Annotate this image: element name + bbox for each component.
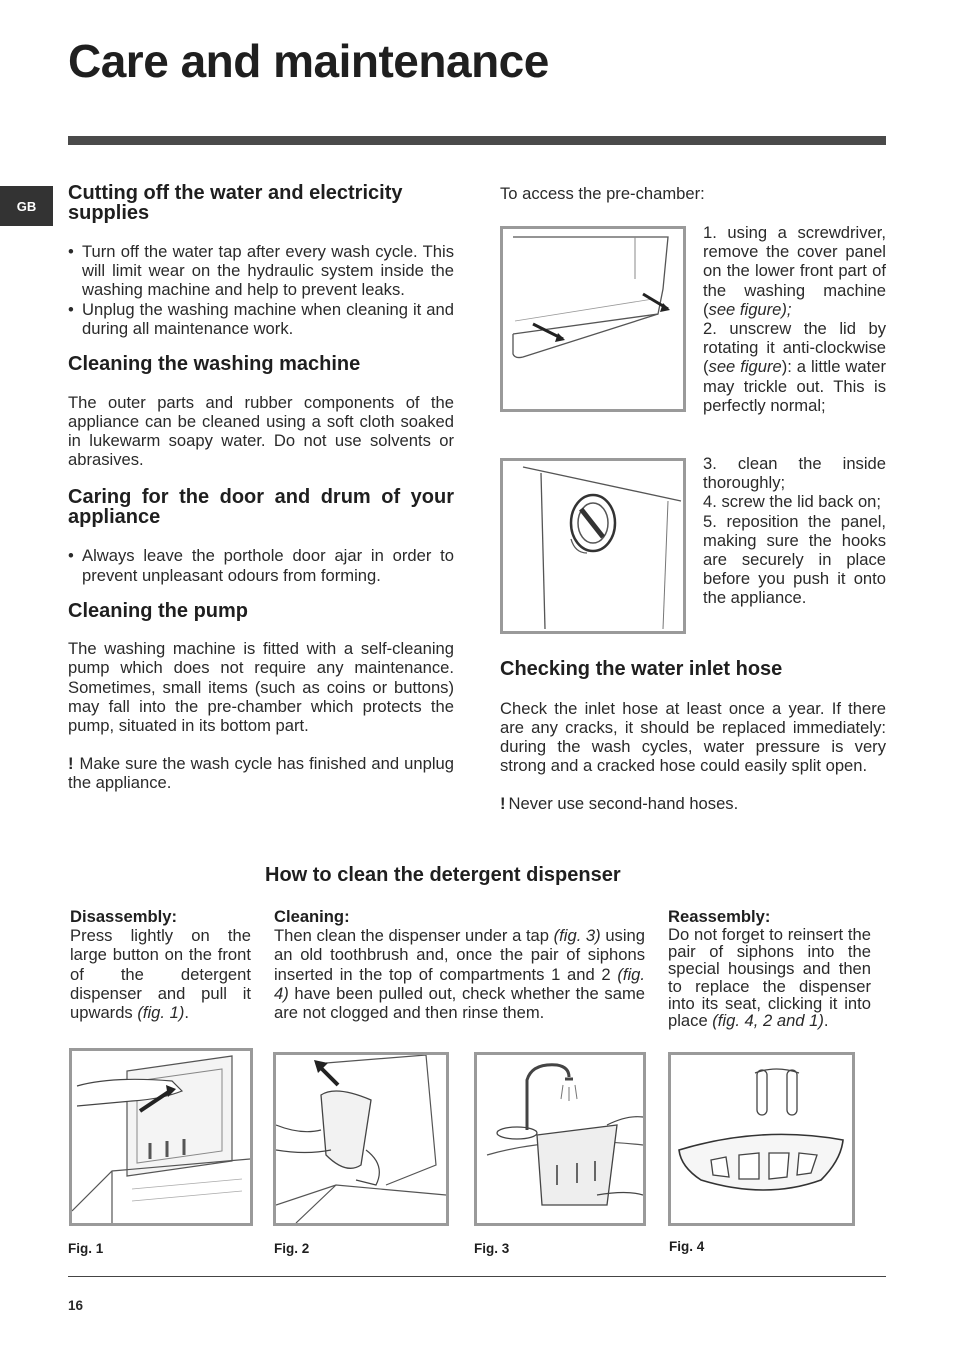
bullet-item: • Always leave the porthole door ajar in order to prevent unpleasant odours from forming.	[68, 546, 454, 584]
fig-2-caption: Fig. 2	[274, 1241, 310, 1256]
disassembly-label: Disassembly:	[70, 907, 177, 926]
figure-2	[273, 1052, 449, 1226]
cleaning-label: Cleaning:	[274, 907, 350, 926]
section-heading-hose: Checking the water inlet hose	[500, 658, 783, 680]
figure-lid-unscrew	[500, 458, 686, 634]
figure-panel-removal	[500, 226, 686, 412]
figure-1	[69, 1048, 253, 1226]
fig-1-caption: Fig. 1	[68, 1241, 104, 1256]
footer-rule	[68, 1276, 886, 1277]
panel-removal-illustration	[503, 229, 683, 409]
paragraph: The washing machine is fitted with a self-cleaning pump which does not require any maintenance. Sometimes, small items (such as coins or buttons) may fall into the pre-chamber which protects the pump, situated in its bottom part.	[68, 639, 454, 736]
figure-4	[668, 1052, 855, 1226]
bullet-item: • Unplug the washing machine when cleaning it and during all maintenance work.	[68, 300, 454, 338]
fig-4-caption: Fig. 4	[669, 1239, 705, 1254]
section-heading-cleaning-machine: Cleaning the washing machine	[68, 353, 361, 376]
fig-3-caption: Fig. 3	[474, 1241, 510, 1256]
page-number: 16	[68, 1298, 84, 1313]
paragraph: Check the inlet hose at least once a year. If there are any cracks, it should be replaced immediately: during the wash cycles, water pressure is very strong and a cracked hose could easily split open.	[500, 698, 886, 776]
fig4-illustration	[671, 1055, 852, 1223]
fig3-illustration	[477, 1055, 643, 1223]
warning-mark: !	[68, 754, 74, 774]
step-5: 5. reposition the panel, making sure the hooks are securely in place before you push it onto the appliance.	[703, 511, 886, 608]
title-rule	[68, 136, 886, 145]
dispenser-heading: How to clean the detergent dispenser	[265, 864, 621, 886]
step-3: 3. clean the inside thoroughly;	[703, 454, 886, 493]
step-4: 4. screw the lid back on;	[703, 492, 882, 512]
disassembly-text: Disassembly: Press lightly on the large button on the front of the detergent dispenser and pull it upwards (fig. 1).	[70, 907, 251, 1023]
warning-mark: !	[500, 794, 506, 814]
steps-1-2: 1. using a screwdriver, remove the cover panel on the lower front part of the washing machine (see figure); 2. unscrew the lid by rotating it anti-clockwise (see figure): a little water may trickle out. This is perfectly normal;	[703, 223, 886, 415]
hose-section	[500, 660, 886, 814]
figure-3	[474, 1052, 646, 1226]
prechamber-intro: To access the pre-chamber:	[500, 184, 705, 203]
warning-note: ! Never use second-hand hoses.	[500, 794, 739, 814]
page-title: Care and maintenance	[68, 35, 549, 87]
paragraph: The outer parts and rubber components of the appliance can be cleaned using a soft cloth soaked in lukewarm soapy water. Do not use solvents or abrasives.	[68, 392, 454, 470]
bullet-item: • Turn off the water tap after every wash cycle. This will limit wear on the hydraulic system inside the washing machine and help to prevent leaks.	[68, 242, 454, 300]
warning-note: ! Make sure the wash cycle has finished and unplug the appliance.	[68, 754, 454, 793]
fig2-illustration	[276, 1055, 446, 1223]
section-heading-pump: Cleaning the pump	[68, 599, 248, 622]
reassembly-label: Reassembly:	[668, 907, 771, 926]
steps-3-5	[703, 454, 886, 608]
left-column	[68, 184, 454, 793]
lid-unscrew-illustration	[503, 461, 683, 631]
cleaning-text: Cleaning: Then clean the dispenser under a tap (fig. 3) using an old toothbrush and, once the pair of siphons inserted in the top of compartments 1 and 2 (fig. 4) have been pulled out, check whether the same are not clogged and then rinse them.	[274, 907, 645, 1023]
reassembly-text: Reassembly: Do not forget to reinsert the pair of siphons into the special housings and then to replace the dispenser into its seat, clicking it into place (fig. 4, 2 and 1).	[668, 907, 871, 1031]
language-tab: GB	[0, 186, 53, 226]
section-heading-supplies: Cutting off the water and electricity supplies	[68, 182, 403, 224]
fig1-illustration	[72, 1051, 250, 1223]
section-heading-door-drum: Caring for the door and drum of your appliance	[68, 486, 454, 528]
